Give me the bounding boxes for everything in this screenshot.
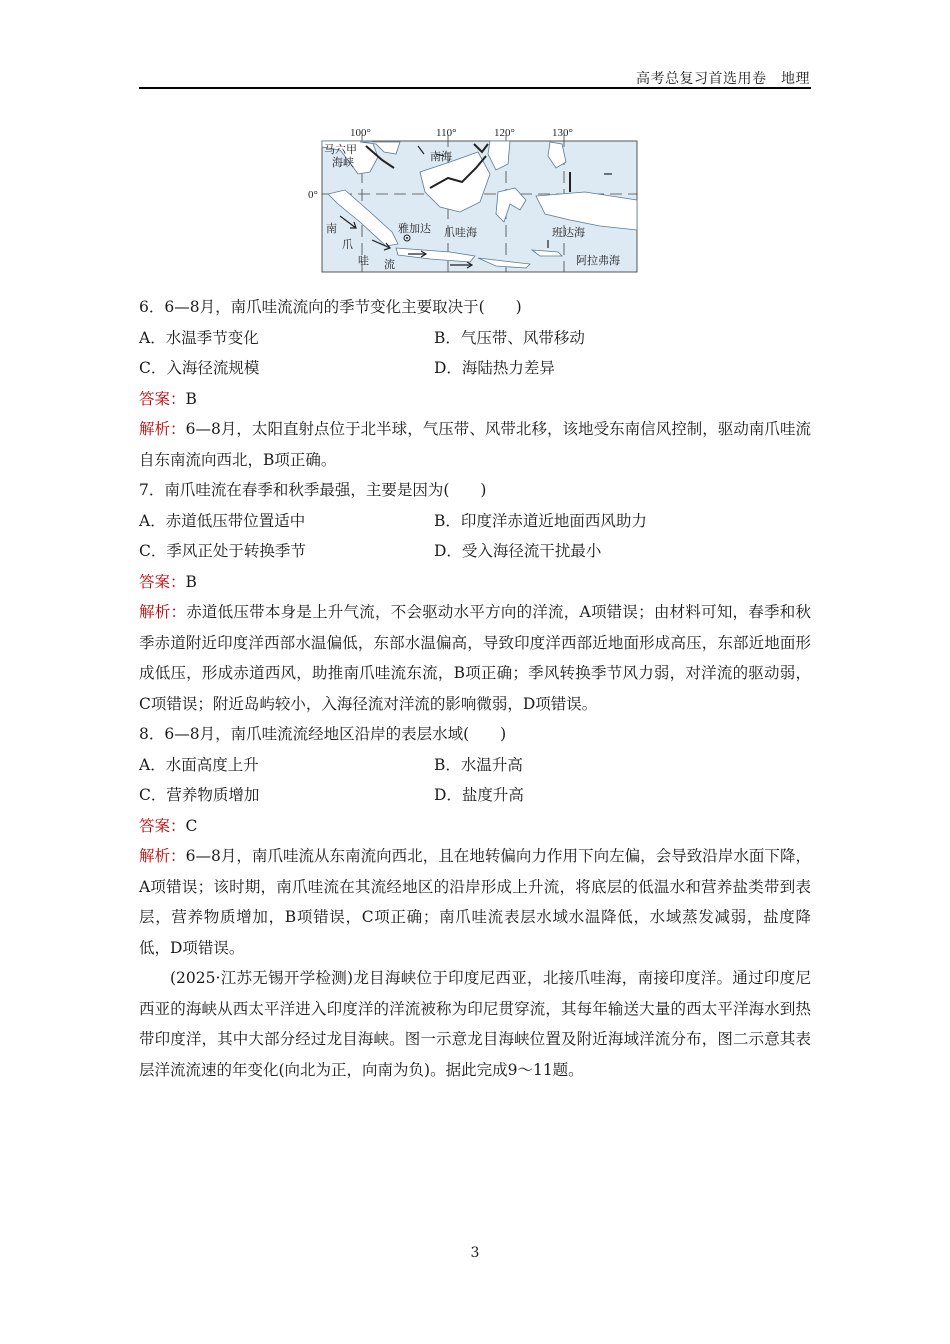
question-8-analysis	[139, 841, 811, 963]
question-7-options-row-1	[139, 506, 811, 537]
label-current-4: 流	[384, 259, 395, 271]
analysis-label: 解析：	[139, 420, 186, 438]
question-content	[139, 292, 811, 1085]
question-6-analysis	[139, 414, 811, 475]
analysis-label: 解析：	[139, 603, 187, 621]
lon-label-110: 110°	[436, 127, 457, 139]
question-8-stem: 8．6—8月，南爪哇流流经地区沿岸的表层水域( )	[139, 725, 507, 743]
option-c: C．营养物质增加	[139, 786, 260, 804]
answer-value: B	[185, 389, 197, 408]
option-b: B．水温升高	[434, 755, 523, 774]
option-d: D．受入海径流干扰最小	[434, 542, 602, 560]
question-7-stem: 7．南爪哇流在春季和秋季最强，主要是因为( )	[139, 481, 487, 499]
label-jakarta: 雅加达	[398, 223, 431, 235]
question-8-options-row-1	[139, 750, 811, 781]
question-6-options-row-2	[139, 353, 811, 384]
option-d: D．盐度升高	[434, 786, 524, 804]
question-6-stem: 6．6—8月，南爪哇流流向的季节变化主要取决于( )	[139, 298, 522, 316]
answer-value: B	[185, 572, 197, 591]
question-7-analysis	[139, 597, 811, 719]
option-a: A．水温季节变化	[139, 328, 259, 347]
lon-label-130: 130°	[552, 127, 573, 139]
answer-label: 答案：	[139, 572, 186, 591]
lat-label-equator: 0°	[308, 189, 318, 201]
lon-label-100: 100°	[350, 127, 371, 139]
analysis-text: 赤道低压带本身是上升气流，不会驱动水平方向的洋流，A项错误；由材料可知，春季和秋季赤道附近印度洋西部水温偏低，东部水温偏高，导致印度洋西部近地面形成高压，东部近地面形成低压，形成赤道西风，助推南爪哇流东流，B项正确；季风转换季节风力弱，对洋流的驱动弱，C项错误；附近岛屿较小，入海径流对洋流的影响微弱，D项错误。	[139, 603, 811, 713]
southeast-asia-map	[300, 122, 645, 277]
question-8-options-row-2	[139, 780, 811, 811]
answer-value: C	[185, 816, 198, 835]
answer-label: 答案：	[139, 816, 186, 835]
question-6-answer	[139, 384, 811, 415]
option-b: B．气压带、风带移动	[434, 328, 585, 347]
label-strait-2: 海峡	[332, 157, 354, 169]
question-7-options-row-2	[139, 536, 811, 567]
page-header-title: 高考总复习首选用卷 地理	[636, 71, 810, 87]
analysis-text: 6—8月，太阳直射点位于北半球，气压带、风带北移，该地受东南信风控制，驱动南爪哇流自东南流向西北，B项正确。	[139, 420, 811, 469]
label-java-sea: 爪哇海	[444, 227, 477, 239]
option-b: B．印度洋赤道近地面西风助力	[434, 511, 647, 530]
option-a: A．水面高度上升	[139, 755, 259, 774]
label-banda-sea: 班达海	[552, 227, 585, 239]
lon-label-120: 120°	[494, 127, 515, 139]
label-current-1: 南	[326, 223, 337, 235]
label-arafura-sea: 阿拉弗海	[576, 255, 620, 267]
question-6-options-row-1	[139, 323, 811, 354]
analysis-label: 解析：	[139, 847, 186, 865]
option-c: C．入海径流规模	[139, 359, 260, 377]
option-a: A．赤道低压带位置适中	[139, 511, 306, 530]
question-8-answer	[139, 811, 811, 842]
answer-label: 答案：	[139, 389, 186, 408]
analysis-text: 6—8月，南爪哇流从东南流向西北，且在地转偏向力作用下向左偏，会导致沿岸水面下降，A项错误；该时期，南爪哇流在其流经地区的沿岸形成上升流，将底层的低温水和营养盐类带到表层，营养物质增加，B项错误，C项正确；南爪哇流表层水域水温降低，水域蒸发减弱，盐度降低，D项错误。	[139, 847, 811, 957]
question-7-answer	[139, 567, 811, 598]
option-c: C．季风正处于转换季节	[139, 542, 306, 560]
header-rule	[139, 87, 811, 89]
label-strait-1: 马六甲	[324, 144, 357, 156]
reading-passage: (2025·江苏无锡开学检测)龙目海峡位于印度尼西亚，北接爪哇海，南接印度洋。通过印度尼西亚的海峡从西太平洋进入印度洋的洋流被称为印尼贯穿流，其每年输送大量的西太平洋海水到热带印度洋，其中大部分经过龙目海峡。图一示意龙目海峡位置及附近海域洋流分布，图二示意其表层洋流流速的年变化(向北为正，向南为负)。据此完成9～11题。	[139, 969, 811, 1079]
option-d: D．海陆热力差异	[434, 359, 555, 377]
label-south-china-sea: 南海	[430, 151, 452, 163]
label-current-2: 爪	[342, 239, 353, 251]
label-current-3: 哇	[358, 255, 369, 267]
page-number: 3	[470, 1245, 480, 1261]
